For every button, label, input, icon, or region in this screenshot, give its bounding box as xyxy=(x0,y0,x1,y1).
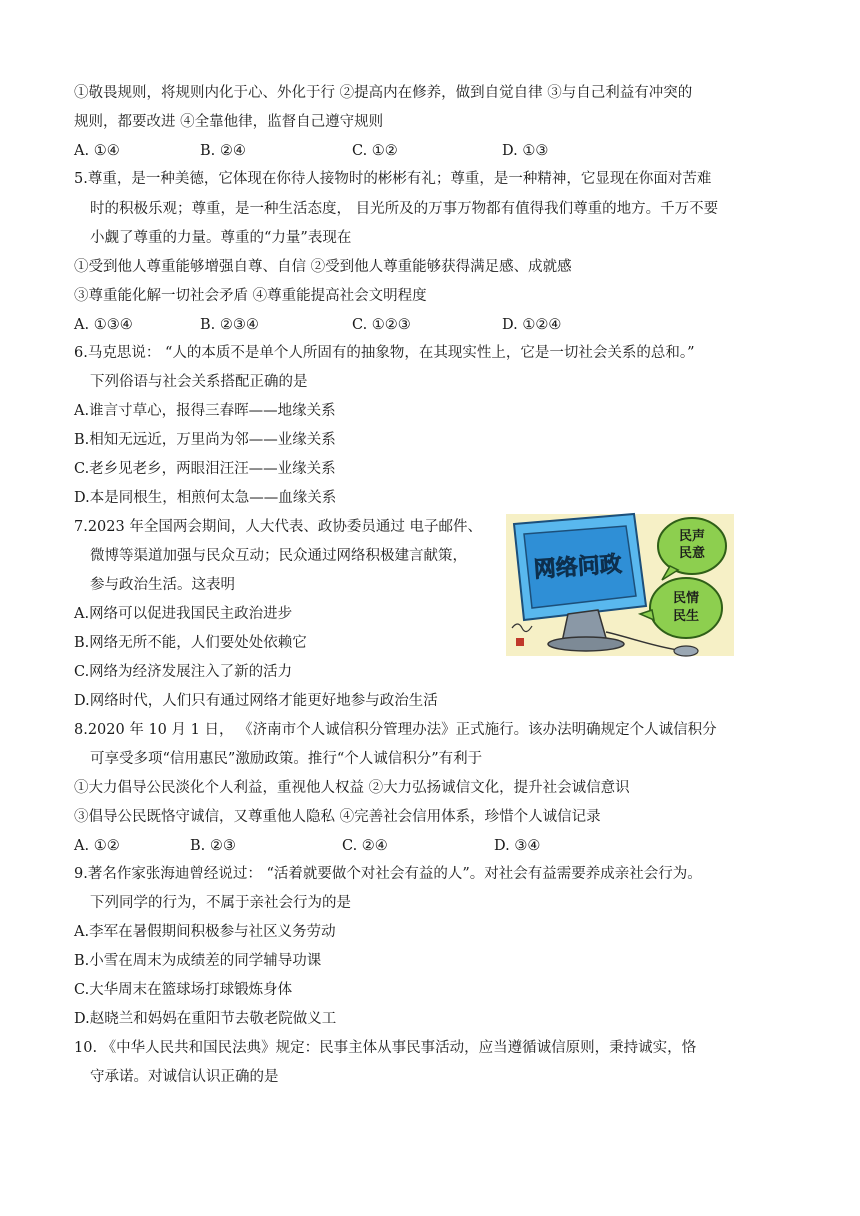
q6-stem-line-2: 下列俗语与社会关系搭配正确的是 xyxy=(90,374,308,390)
q5-statement-line-2: ③尊重能化解一切社会矛盾 ④尊重能提高社会文明程度 xyxy=(74,288,427,304)
q6-option-b[interactable]: B.相知无远近，万里尚为邻——业缘关系 xyxy=(74,432,336,448)
q5-option-c[interactable]: C. ①②③ xyxy=(352,317,411,333)
bubble-bottom-line-2: 民生 xyxy=(672,609,700,624)
q7-stem-line-1: 7.2023 年全国两会期间，人大代表、政协委员通过 电子邮件、 xyxy=(74,519,482,535)
q4-statement-line-2: 规则，都要改进 ④全靠他律，监督自己遵守规则 xyxy=(74,114,384,130)
q5-statement-line-1: ①受到他人尊重能够增强自尊、自信 ②受到他人尊重能够获得满足感、成就感 xyxy=(74,259,572,275)
q9-option-d[interactable]: D.赵晓兰和妈妈在重阳节去敬老院做义工 xyxy=(74,1011,337,1027)
q9-option-c[interactable]: C.大华周末在篮球场打球锻炼身体 xyxy=(74,982,293,998)
q5-option-a[interactable]: A. ①③④ xyxy=(74,317,133,333)
q7-option-d[interactable]: D.网络时代，人们只有通过网络才能更好地参与政治生活 xyxy=(74,693,438,709)
q4-option-b[interactable]: B. ②④ xyxy=(200,143,246,159)
q7-stem-line-3: 参与政治生活。这表明 xyxy=(90,577,235,593)
q8-option-b[interactable]: B. ②③ xyxy=(190,838,236,854)
q6-stem-line-1: 6.马克思说： “人的本质不是单个人所固有的抽象物，在其现实性上，它是一切社会关系的总和。” xyxy=(74,345,695,361)
q8-option-c[interactable]: C. ②④ xyxy=(342,838,388,854)
q4-option-d[interactable]: D. ①③ xyxy=(502,143,549,159)
q8-option-d[interactable]: D. ③④ xyxy=(494,838,541,854)
q4-option-c[interactable]: C. ①② xyxy=(352,143,398,159)
q8-statement-line-1: ①大力倡导公民淡化个人利益，重视他人权益 ②大力弘扬诚信文化，提升社会诚信意识 xyxy=(74,780,630,796)
q5-option-d[interactable]: D. ①②④ xyxy=(502,317,562,333)
q7-option-a[interactable]: A.网络可以促进我国民主政治进步 xyxy=(74,606,293,622)
q6-option-a[interactable]: A.谁言寸草心，报得三春晖——地缘关系 xyxy=(74,403,336,419)
q9-option-b[interactable]: B.小雪在周末为成绩差的同学辅导功课 xyxy=(74,953,322,969)
q8-statement-line-2: ③倡导公民既恪守诚信，又尊重他人隐私 ④完善社会信用体系，珍惜个人诚信记录 xyxy=(74,809,601,825)
q4-option-a[interactable]: A. ①④ xyxy=(74,143,120,159)
q5-option-b[interactable]: B. ②③④ xyxy=(200,317,259,333)
q7-option-c[interactable]: C.网络为经济发展注入了新的活力 xyxy=(74,664,293,680)
cartoon-screen-text: 网络问政 xyxy=(533,551,623,584)
q9-stem-line-1: 9.著名作家张海迪曾经说过： “活着就要做个对社会有益的人”。对社会有益需要养成亲社会行为。 xyxy=(74,866,702,882)
q6-option-d[interactable]: D.本是同根生，相煎何太急——血缘关系 xyxy=(74,490,337,506)
bubble-top-line-1: 民声 xyxy=(678,529,706,544)
q7-option-b[interactable]: B.网络无所不能，人们要处处依赖它 xyxy=(74,635,307,651)
q5-stem-line-3: 小觑了尊重的力量。尊重的“力量”表现在 xyxy=(90,230,352,246)
q10-stem-line-1: 10. 《中华人民共和国民法典》规定：民事主体从事民事活动，应当遵循诚信原则，秉持诚实，恪 xyxy=(74,1040,697,1056)
q10-stem-line-2: 守承诺。对诚信认识正确的是 xyxy=(90,1069,279,1085)
q9-option-a[interactable]: A.李军在暑假期间积极参与社区义务劳动 xyxy=(74,924,336,940)
q7-cartoon-illustration xyxy=(502,510,738,660)
q8-stem-line-2: 可享受多项“信用惠民”激励政策。推行“个人诚信积分”有利于 xyxy=(90,751,483,767)
q5-stem-line-2: 时的积极乐观；尊重，是一种生活态度， 目光所及的万事万物都有值得我们尊重的地方。千万不要 xyxy=(90,201,719,217)
bubble-bottom-line-1: 民情 xyxy=(672,591,700,606)
q4-statement-line-1: ①敬畏规则，将规则内化于心、外化于行 ②提高内在修养，做到自觉自律 ③与自己利益有冲突的 xyxy=(74,85,693,101)
q8-stem-line-1: 8.2020 年 10 月 1 日， 《济南市个人诚信积分管理办法》正式施行。该办法明确规定个人诚信积分 xyxy=(74,722,717,738)
q8-option-a[interactable]: A. ①② xyxy=(74,838,120,854)
q7-stem-line-2: 微博等渠道加强与民众互动；民众通过网络积极建言献策， xyxy=(90,548,467,564)
q6-option-c[interactable]: C.老乡见老乡，两眼泪汪汪——业缘关系 xyxy=(74,461,336,477)
bubble-top-line-2: 民意 xyxy=(678,546,706,561)
q5-stem-line-1: 5.尊重，是一种美德，它体现在你待人接物时的彬彬有礼；尊重，是一种精神，它显现在你面对苦难 xyxy=(74,171,712,187)
q9-stem-line-2: 下列同学的行为，不属于亲社会行为的是 xyxy=(90,895,351,911)
